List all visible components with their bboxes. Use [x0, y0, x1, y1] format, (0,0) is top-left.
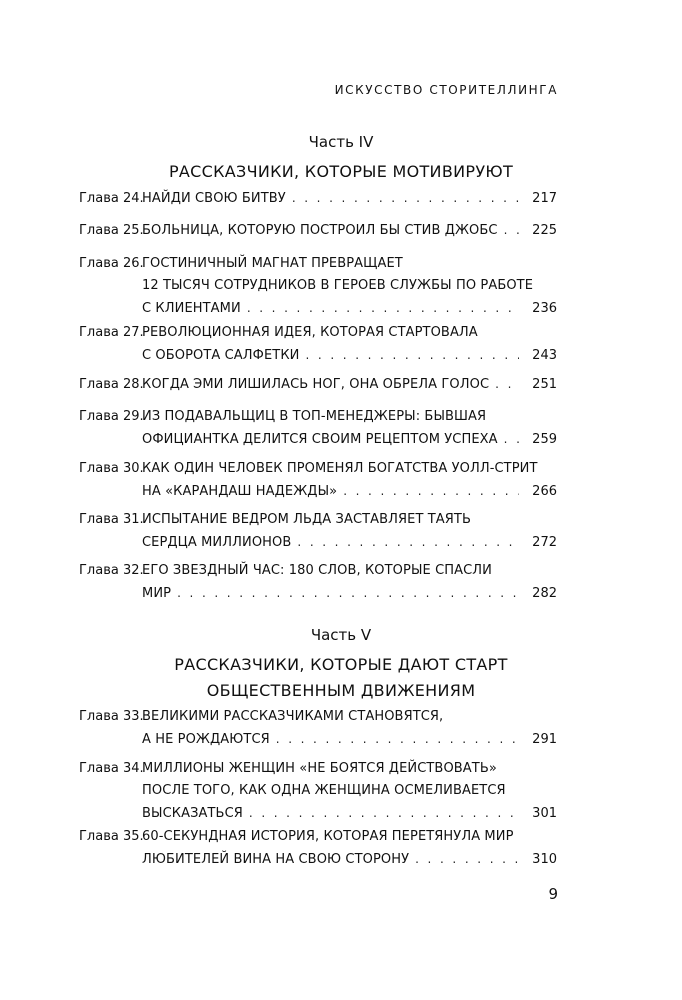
toc-entry-line — [79, 509, 557, 531]
chapter-number: Глава 27. — [79, 325, 144, 340]
chapter-title: ВЫСКАЗАТЬСЯ — [142, 806, 243, 821]
toc-entry-line — [79, 582, 557, 604]
toc-entry — [79, 373, 557, 395]
page-ref: 243 — [532, 348, 557, 363]
toc-entry-line — [79, 848, 557, 870]
toc-entry-line — [79, 802, 557, 824]
page-number: 9 — [548, 885, 558, 903]
chapter-number: Глава 34. — [79, 761, 144, 776]
page-ref: 251 — [532, 377, 557, 392]
toc-entry — [79, 826, 557, 870]
toc-entry-line — [79, 187, 557, 209]
chapter-title: НА «КАРАНДАШ НАДЕЖДЫ» — [142, 484, 338, 499]
page-ref: 272 — [532, 535, 557, 550]
running-head: ИСКУССТВО СТОРИТЕЛЛИНГА — [334, 83, 558, 97]
chapter-title: МИЛЛИОНЫ ЖЕНЩИН «НЕ БОЯТСЯ ДЕЙСТВОВАТЬ» — [142, 761, 497, 776]
toc-entry-line — [79, 728, 557, 750]
toc-entry — [79, 187, 557, 209]
chapter-title: 12 ТЫСЯЧ СОТРУДНИКОВ В ГЕРОЕВ СЛУЖБЫ ПО РАБОТЕ — [142, 278, 534, 293]
chapter-title: КОГДА ЭМИ ЛИШИЛАСЬ НОГ, ОНА ОБРЕЛА ГОЛОС — [142, 377, 490, 392]
page-ref: 217 — [532, 191, 557, 206]
toc-entry-line — [79, 428, 557, 450]
toc-entry-line — [79, 560, 557, 582]
toc-entry-line — [79, 780, 557, 802]
dot-leader — [343, 480, 519, 502]
chapter-title: МИР — [142, 586, 172, 601]
chapter-number: Глава 35. — [79, 829, 144, 844]
toc-entry — [79, 560, 557, 604]
page-ref: 291 — [532, 732, 557, 747]
dot-leader — [504, 219, 519, 241]
chapter-title: ИСПЫТАНИЕ ВЕДРОМ ЛЬДА ЗАСТАВЛЯЕТ ТАЯТЬ — [142, 512, 471, 527]
chapter-title: СЕРДЦА МИЛЛИОНОВ — [142, 535, 292, 550]
page-ref: 259 — [532, 432, 557, 447]
chapter-number: Глава 24. — [79, 191, 144, 206]
dot-leader — [276, 728, 519, 750]
page-ref: 310 — [532, 852, 557, 867]
dot-leader — [504, 428, 519, 450]
page-ref: 266 — [532, 484, 557, 499]
toc-entry — [79, 458, 557, 502]
chapter-title: БОЛЬНИЦА, КОТОРУЮ ПОСТРОИЛ БЫ СТИВ ДЖОБС — [142, 223, 498, 238]
part-label: Часть IV — [308, 133, 374, 151]
chapter-title: ЛЮБИТЕЛЕЙ ВИНА НА СВОЮ СТОРОНУ — [142, 852, 410, 867]
toc-entry-line — [79, 219, 557, 241]
toc-entry-line — [79, 531, 557, 553]
toc-entry-line — [79, 458, 557, 480]
page-ref: 301 — [532, 806, 557, 821]
dot-leader — [305, 344, 519, 366]
toc-entry-line — [79, 322, 557, 344]
dot-leader — [292, 187, 519, 209]
toc-entry — [79, 253, 557, 319]
dot-leader — [177, 582, 519, 604]
chapter-title: НАЙДИ СВОЮ БИТВУ — [142, 191, 286, 206]
dot-leader — [297, 531, 519, 553]
chapter-title: КАК ОДИН ЧЕЛОВЕК ПРОМЕНЯЛ БОГАТСТВА УОЛЛ-СТРИТ — [142, 461, 538, 476]
toc-entry — [79, 758, 557, 824]
toc-entry — [79, 406, 557, 450]
part-title-line: РАССКАЗЧИКИ, КОТОРЫЕ МОТИВИРУЮТ — [168, 162, 514, 181]
chapter-number: Глава 25. — [79, 223, 144, 238]
dot-leader — [495, 373, 519, 395]
chapter-title: ЕГО ЗВЕЗДНЫЙ ЧАС: 180 СЛОВ, КОТОРЫЕ СПАСЛИ — [142, 563, 492, 578]
toc-entry-line — [79, 758, 557, 780]
chapter-number: Глава 28. — [79, 377, 144, 392]
toc-entry — [79, 322, 557, 366]
chapter-number: Глава 32. — [79, 563, 144, 578]
toc-entry-line — [79, 275, 557, 297]
chapter-title: С КЛИЕНТАМИ — [142, 301, 241, 316]
toc-entry-line — [79, 253, 557, 275]
chapter-number: Глава 26. — [79, 256, 144, 271]
chapter-title: ГОСТИНИЧНЫЙ МАГНАТ ПРЕВРАЩАЕТ — [142, 256, 403, 271]
part-4-heading — [0, 133, 682, 185]
toc-entry — [79, 509, 557, 553]
toc-entry-line — [79, 406, 557, 428]
chapter-title: С ОБОРОТА САЛФЕТКИ — [142, 348, 300, 363]
part-5-heading — [0, 626, 682, 704]
chapter-number: Глава 29. — [79, 409, 144, 424]
chapter-number: Глава 31. — [79, 512, 144, 527]
chapter-number: Глава 33. — [79, 709, 144, 724]
chapter-number: Глава 30. — [79, 461, 144, 476]
part-title-line: ОБЩЕСТВЕННЫМ ДВИЖЕНИЯМ — [206, 681, 476, 700]
chapter-title: ВЕЛИКИМИ РАССКАЗЧИКАМИ СТАНОВЯТСЯ, — [142, 709, 444, 724]
chapter-title: А НЕ РОЖДАЮТСЯ — [142, 732, 270, 747]
dot-leader — [247, 297, 519, 319]
toc-entry-line — [79, 706, 557, 728]
toc-entry-line — [79, 344, 557, 366]
toc-entry-line — [79, 826, 557, 848]
chapter-title: 60-СЕКУНДНАЯ ИСТОРИЯ, КОТОРАЯ ПЕРЕТЯНУЛА МИР — [142, 829, 514, 844]
dot-leader — [415, 848, 519, 870]
toc-entry-line — [79, 373, 557, 395]
toc-entry-line — [79, 297, 557, 319]
page-ref: 282 — [532, 586, 557, 601]
toc-entry — [79, 706, 557, 750]
page-ref: 236 — [532, 301, 557, 316]
dot-leader — [249, 802, 519, 824]
toc-entry-line — [79, 480, 557, 502]
chapter-title: ИЗ ПОДАВАЛЬЩИЦ В ТОП-МЕНЕДЖЕРЫ: БЫВШАЯ — [142, 409, 487, 424]
chapter-title: ОФИЦИАНТКА ДЕЛИТСЯ СВОИМ РЕЦЕПТОМ УСПЕХА — [142, 432, 498, 447]
part-title-line: РАССКАЗЧИКИ, КОТОРЫЕ ДАЮТ СТАРТ — [174, 655, 508, 674]
page-ref: 225 — [532, 223, 557, 238]
toc-entry — [79, 219, 557, 241]
chapter-title: ПОСЛЕ ТОГО, КАК ОДНА ЖЕНЩИНА ОСМЕЛИВАЕТСЯ — [142, 783, 506, 798]
chapter-title: РЕВОЛЮЦИОННАЯ ИДЕЯ, КОТОРАЯ СТАРТОВАЛА — [142, 325, 478, 340]
part-label: Часть V — [310, 626, 372, 644]
